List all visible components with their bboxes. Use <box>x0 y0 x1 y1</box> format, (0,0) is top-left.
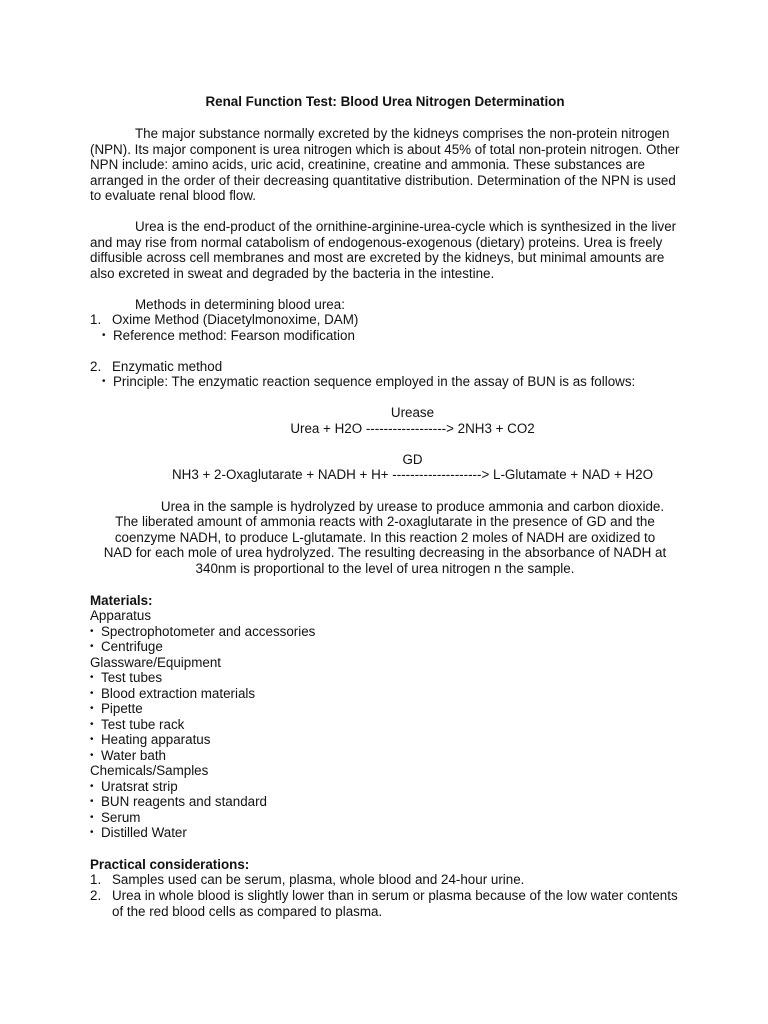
bullet-icon: • <box>90 827 94 838</box>
explanation-line-4: NAD for each mole of urea hydrolyzed. The resulting decreasing in the absorbance of NADH at <box>103 545 667 560</box>
method-item-2 <box>90 359 680 375</box>
bullet-icon: • <box>90 734 94 745</box>
bullet-icon: • <box>90 672 94 683</box>
method-number: 1. <box>90 312 102 327</box>
reaction-2-enzyme: GD <box>402 452 423 467</box>
method-sub-label: Reference method: Fearson modification <box>113 328 355 343</box>
method-item-1 <box>90 312 680 328</box>
practical-number: 2. <box>90 888 102 903</box>
materials-group-apparatus: Apparatus <box>90 608 152 623</box>
intro-paragraph-2: Urea is the end-product of the ornithine-arginine-urea-cycle which is synthesized in the liver and may rise from normal catabolism of endogenous-exogenous (dietary) proteins. Urea is freely diffusible across cell membranes and most are excreted by the kidneys, but minimal amounts are also excreted in sweat and degraded by the bacteria in the intestine. <box>90 219 677 281</box>
bullet-icon: • <box>90 688 94 699</box>
practical-item-1 <box>90 872 680 888</box>
practical-number: 1. <box>90 872 102 887</box>
document-title: Renal Function Test: Blood Urea Nitrogen Determination <box>205 94 565 109</box>
practical-item-2 <box>90 888 680 919</box>
practical-heading: Practical considerations: <box>90 857 250 872</box>
bullet-icon: • <box>90 796 94 807</box>
bullet-icon: • <box>90 641 94 652</box>
bullet-icon: • <box>90 812 94 823</box>
materials-group-chemicals: Chemicals/Samples <box>90 763 209 778</box>
method-label: Oxime Method (Diacetylmonoxime, DAM) <box>112 312 359 327</box>
reaction-1-equation: Urea + H2O ------------------> 2NH3 + CO2 <box>290 421 535 436</box>
reaction-1-enzyme: Urease <box>390 405 435 420</box>
method-label: Enzymatic method <box>112 359 223 374</box>
reaction-2-equation: NH3 + 2-Oxaglutarate + NADH + H+ --------------------> L-Glutamate + NAD + H2O <box>171 467 654 482</box>
explanation-line-5: 340nm is proportional to the level of urea nitrogen n the sample. <box>195 561 575 576</box>
bullet-icon: • <box>90 703 94 714</box>
bullet-icon: • <box>90 719 94 730</box>
materials-group-glassware: Glassware/Equipment <box>90 655 221 670</box>
materials-heading: Materials: <box>90 593 153 608</box>
methods-heading: Methods in determining blood urea: <box>135 297 345 312</box>
bullet-icon: • <box>90 626 94 637</box>
intro-paragraph-1: The major substance normally excreted by the kidneys comprises the non-protein nitrogen (NPN). Its major component is urea nitrogen which is about 45% of total non-protein nitrogen. Other NPN include: amino acids, uric acid, creatinine, creatine and ammonia. These substances are arranged in the order of their decreasing quantitative distribution. Determination of the NPN is used to evaluate renal blood flow. <box>90 126 680 203</box>
bullet-icon: • <box>90 750 94 761</box>
method-sub-label: Principle: The enzymatic reaction sequence employed in the assay of BUN is as follows: <box>113 374 636 389</box>
explanation-line-1: Urea in the sample is hydrolyzed by urease to produce ammonia and carbon dioxide. <box>160 499 665 514</box>
explanation-line-2: The liberated amount of ammonia reacts with 2-oxaglutarate in the presence of GD and the <box>115 514 655 529</box>
practical-text: Samples used can be serum, plasma, whole blood and 24-hour urine. <box>112 872 525 887</box>
bullet-icon: • <box>102 330 106 341</box>
practical-text: Urea in whole blood is slightly lower than in serum or plasma because of the low water contents of the red blood cells as compared to plasma. <box>112 888 678 919</box>
bullet-icon: • <box>102 376 106 387</box>
bullet-icon: • <box>90 781 94 792</box>
explanation-line-3: coenzyme NADH, to produce L-glutamate. In this reaction 2 moles of NADH are oxidized to <box>114 530 656 545</box>
method-number: 2. <box>90 359 102 374</box>
